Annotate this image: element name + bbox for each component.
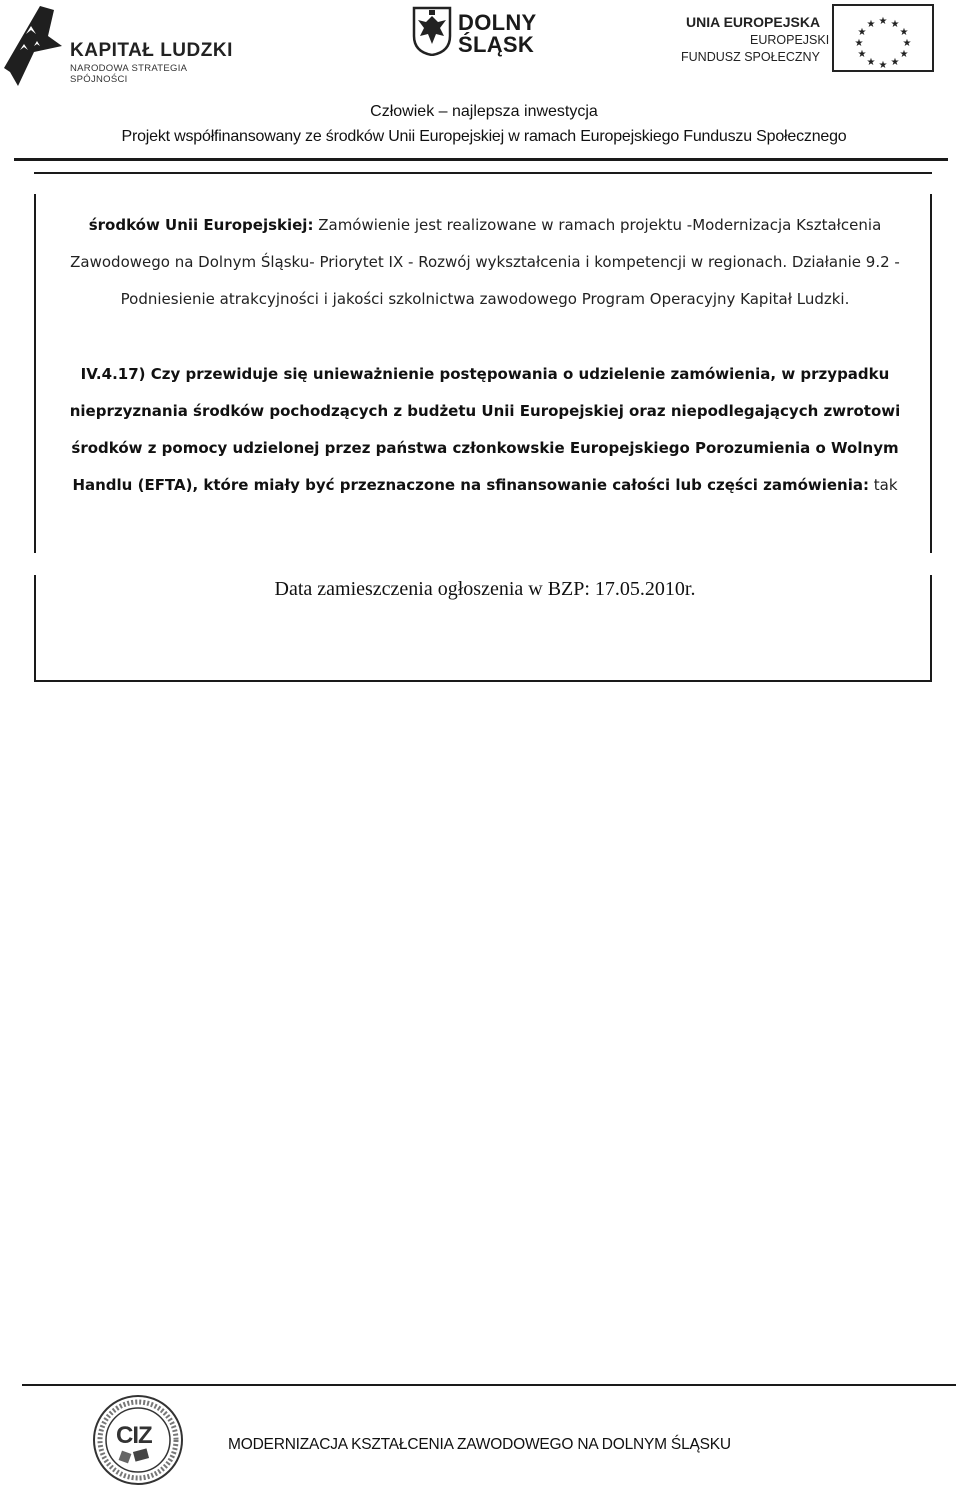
box-gap-left	[32, 553, 36, 575]
svg-text:★: ★	[902, 38, 912, 49]
kapital-ludzki-logo	[4, 6, 244, 86]
eu-funding-text: Zamówienie jest realizowane w ramach projektu -Modernizacja Kształcenia Zawodowego na Dolnym Śląsku- Priorytet IX - Rozwój wykształcenia i kompetencji w regionach. Działanie 9.2 - Podniesienie atrakcyjności i jakości szkolnictwa zawodowego Program Operacyjny Kapitał Ludzki.	[70, 216, 900, 308]
box-gap-top-left	[32, 174, 36, 194]
box-gap-right	[930, 553, 934, 575]
kapital-ludzki-subtitle: NARODOWA STRATEGIA SPÓJNOŚCI	[70, 63, 187, 85]
svg-text:★: ★	[878, 16, 888, 27]
svg-text:★: ★	[866, 19, 876, 30]
dolny-slask-eagle-crest-icon	[412, 6, 452, 56]
svg-text:★: ★	[854, 38, 864, 49]
footer-project-name: MODERNIZACJA KSZTAŁCENIA ZAWODOWEGO NA DOLNYM ŚLĄSKU	[228, 1436, 731, 1453]
svg-text:★: ★	[890, 19, 900, 30]
eu-funding-label: środków Unii Europejskiej:	[88, 216, 314, 234]
annulment-paragraph	[60, 356, 910, 504]
svg-text:★: ★	[899, 49, 909, 60]
eu-funding-paragraph	[60, 207, 910, 318]
publication-date: Data zamieszczenia ogłoszenia w BZP: 17.05.2010r.	[274, 578, 696, 600]
unia-line3: FUNDUSZ SPOŁECZNY	[681, 50, 820, 64]
svg-text:★: ★	[857, 27, 867, 38]
annulment-question: IV.4.17) Czy przewiduje się unieważnienie postępowania o udzielenie zamówienia, w przypadku nieprzyznania środków pochodzących z budżetu Unii Europejskiej oraz niepodlegających zwrotowi środków z pomocy udzielonej przez państwa członkowskie Europejskiego Porozumienia o Wolnym Handlu (EFTA), które miały być przeznaczone na sfinansowanie całości lub części zamówienia:	[69, 365, 901, 494]
header-divider	[14, 158, 948, 161]
annulment-answer: tak	[869, 476, 898, 494]
eu-flag-icon	[832, 4, 934, 72]
dolny-slask-logo	[410, 6, 550, 62]
ciz-seal-logo	[90, 1392, 186, 1488]
unia-line1: UNIA EUROPEJSKA	[686, 14, 821, 30]
svg-text:★: ★	[878, 60, 888, 70]
header-tagline: Człowiek – najlepsza inwestycja	[370, 103, 598, 120]
box-gap-top-right	[930, 174, 934, 194]
kapital-ludzki-emblem-icon	[4, 6, 64, 86]
svg-text:★: ★	[857, 49, 867, 60]
header-cofinancing-note: Projekt współfinansowany ze środków Unii Europejskiej w ramach Europejskiego Funduszu Społecznego	[121, 128, 847, 145]
kapital-ludzki-title: KAPITAŁ LUDZKI	[70, 40, 233, 61]
svg-text:★: ★	[866, 57, 876, 68]
ciz-label: CIZ	[116, 1422, 152, 1449]
dolny-slask-line1: DOLNY	[458, 10, 537, 35]
footer-divider	[22, 1384, 956, 1386]
svg-text:★: ★	[899, 27, 909, 38]
dolny-slask-line2: ŚLĄSK	[458, 32, 535, 57]
unia-line2: EUROPEJSKI	[750, 33, 830, 47]
svg-text:★: ★	[890, 57, 900, 68]
unia-europejska-logo	[680, 4, 940, 76]
